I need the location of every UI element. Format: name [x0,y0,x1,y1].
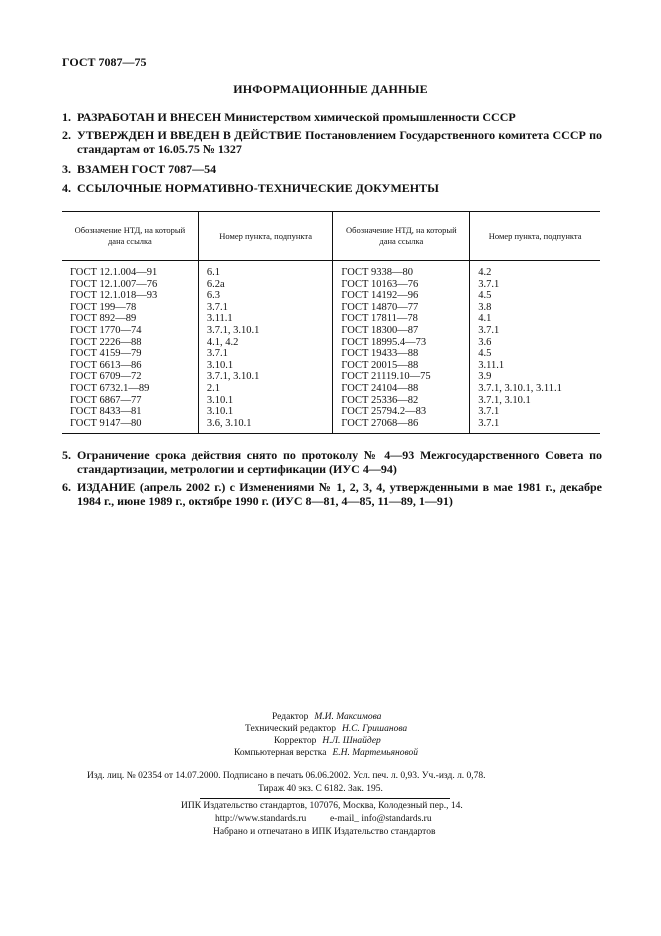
column-header: Номер пункта, подпункта [198,212,333,261]
column-header: Обозначение НТД, на который дана ссылка [333,212,470,261]
table-cell: 2.1 [198,383,333,395]
table-header-row [62,212,600,261]
publisher-print-note: Набрано и отпечатано в ИПК Издательство стандартов [213,827,436,837]
item-number: 3. [62,162,71,176]
table-cell: 3.7.1 [470,406,600,418]
table-cell: ГОСТ 12.1.004—91 [70,267,158,278]
table-cell: 3.7.1 [198,302,333,314]
credit-role: Редактор [272,712,309,722]
info-item-6 [62,480,602,508]
table-cell: 6.3 [198,290,333,302]
divider [200,798,450,799]
table-cell: ГОСТ 199—78 [70,301,137,313]
references-table [62,211,600,434]
table-cell: ГОСТ 10163—76 [333,279,470,291]
table-cell: 3.8 [470,302,600,314]
info-item-4 [62,181,602,195]
table-cell: ГОСТ 1770—74 [70,324,142,336]
table-cell: ГОСТ 6709—72 [70,371,142,383]
table-cell: 6.1 [198,261,333,279]
table-row [62,261,600,279]
table-cell: 3.7.1 [198,348,333,360]
table-cell: ГОСТ 25794.2—83 [333,406,470,418]
table-row [62,348,600,360]
table-cell: ГОСТ 25336—82 [333,395,470,407]
credit-name: М.И. Максимова [314,712,382,722]
item-number: 2. [62,128,71,142]
document-id: ГОСТ 7087—75 [62,55,147,69]
item-body: Постановлением Государственного комитета СССР по стандартам от 16.05.75 № 1327 [77,128,603,156]
table-cell: ГОСТ 18300—87 [333,325,470,337]
info-item-1 [62,110,602,124]
credit-role: Корректор [274,736,317,746]
credit-tech-editor [245,724,407,734]
table-cell: 3.11.1 [198,313,333,325]
table-row [62,383,600,395]
credit-layout [234,748,418,758]
table-cell: ГОСТ 27068—86 [333,418,470,434]
column-header: Обозначение НТД, на который дана ссылка [62,212,198,261]
table-cell: ГОСТ 9147—80 [62,418,198,434]
table-cell: 3.9 [470,371,600,383]
info-item-5 [62,448,602,476]
table-cell: 3.7.1 [470,325,600,337]
table-cell: 3.10.1 [198,360,333,372]
table-cell: ГОСТ 6867—77 [70,394,142,406]
table-cell: 3.11.1 [470,360,600,372]
item-body: Министерством химической промышленности СССР [224,110,516,124]
table-row [62,395,600,407]
item-lead: ВЗАМЕН ГОСТ 7087—54 [77,162,217,176]
item-lead: ИЗДАНИЕ [77,480,136,494]
table-cell: 3.7.1, 3.10.1 [198,371,333,383]
table-cell: ГОСТ 9338—80 [333,261,470,279]
table-cell: 3.7.1 [470,279,600,291]
info-item-3 [62,162,602,176]
table-cell: ГОСТ 19433—88 [333,348,470,360]
info-item-2 [62,128,602,156]
table-cell: 3.10.1 [198,406,333,418]
table-row [62,406,600,418]
table-cell: ГОСТ 6732.1—89 [70,382,150,394]
item-number: 5. [62,448,71,462]
table-row [62,279,600,291]
table-cell: 3.7.1 [470,418,600,434]
table-cell: ГОСТ 14192—96 [333,290,470,302]
item-number: 4. [62,181,71,195]
table-row [62,313,600,325]
table-cell: ГОСТ 4159—79 [70,348,142,360]
table-cell: 4.5 [470,290,600,302]
credit-name: Н.С. Гришанова [341,724,408,734]
item-lead: РАЗРАБОТАН И ВНЕСЕН [77,110,222,124]
table-row [62,418,600,434]
table-cell: ГОСТ 12.1.018—93 [70,290,158,302]
table-row [62,290,600,302]
table-cell: 3.6 [470,337,600,349]
section-title: ИНФОРМАЦИОННЫЕ ДАННЫЕ [233,82,428,96]
table-cell: ГОСТ 2226—88 [70,336,142,348]
table-cell: 4.5 [470,348,600,360]
credit-role: Технический редактор [245,724,336,734]
credit-name: Е.Н. Мартемьяновой [332,748,418,758]
item-lead: УТВЕРЖДЕН И ВВЕДЕН В ДЕЙСТВИЕ [77,128,302,142]
credit-proofreader [274,736,381,746]
credit-editor [272,712,381,722]
table-row [62,325,600,337]
table-cell: 3.10.1 [198,395,333,407]
table-cell: ГОСТ 20015—88 [333,360,470,372]
item-number: 1. [62,110,71,124]
table-cell: 4.1, 4.2 [198,337,333,349]
item-body: Ограничение срока действия снято по протоколу № 4—93 Межгосударственного Совета по стандартизации, метрологии и сертификации (ИУС 4—94) [77,448,602,476]
column-header: Номер пункта, подпункта [470,212,600,261]
publisher-contacts: http://www.standards.ru e-mail_ info@standards.ru [215,814,432,824]
table-cell: 6.2а [198,279,333,291]
table-cell: 4.2 [470,261,600,279]
item-number: 6. [62,480,71,494]
table-cell: 3.6, 3.10.1 [198,418,333,434]
publishing-print-run: Тираж 40 экз. С 6182. Зак. 195. [258,784,383,794]
table-cell: ГОСТ 12.1.007—76 [70,278,158,290]
item-body: (апрель 2002 г.) с Изменениями № 1, 2, 3, 4, утвержденными в мае 1981 г., декабре 1984 г., июне 1989 г., октябре 1990 г. (ИУС 8—81, 4—85, 11—89, 1—91) [77,480,603,508]
table-cell: ГОСТ 14870—77 [333,302,470,314]
table-cell: ГОСТ 8433—81 [70,406,142,418]
publisher-address: ИПК Издательство стандартов, 107076, Москва, Колодезный пер., 14. [181,801,463,811]
table-cell: 3.7.1, 3.10.1 [198,325,333,337]
table-row [62,371,600,383]
table-cell: ГОСТ 18995.4—73 [333,337,470,349]
table-cell: 3.7.1, 3.10.1 [470,395,600,407]
table-cell: 4.1 [470,313,600,325]
table-row [62,337,600,349]
publishing-license: Изд. лиц. № 02354 от 14.07.2000. Подписано в печать 06.06.2002. Усл. печ. л. 0,93. Уч.-изд. л. 0,78. [87,771,486,781]
table-cell: ГОСТ 17811—78 [333,313,470,325]
table-row [62,302,600,314]
credit-role: Компьютерная верстка [234,748,327,758]
credit-name: Н.Л. Шнайдер [322,736,381,746]
table-cell: ГОСТ 892—89 [70,313,137,325]
table-cell: ГОСТ 24104—88 [333,383,470,395]
table-cell: 3.7.1, 3.10.1, 3.11.1 [470,383,600,395]
table-cell: ГОСТ 6613—86 [70,359,142,371]
table-row [62,360,600,372]
item-lead: ССЫЛОЧНЫЕ НОРМАТИВНО-ТЕХНИЧЕСКИЕ ДОКУМЕНТЫ [77,181,439,195]
table-cell: ГОСТ 21119.10—75 [333,371,470,383]
